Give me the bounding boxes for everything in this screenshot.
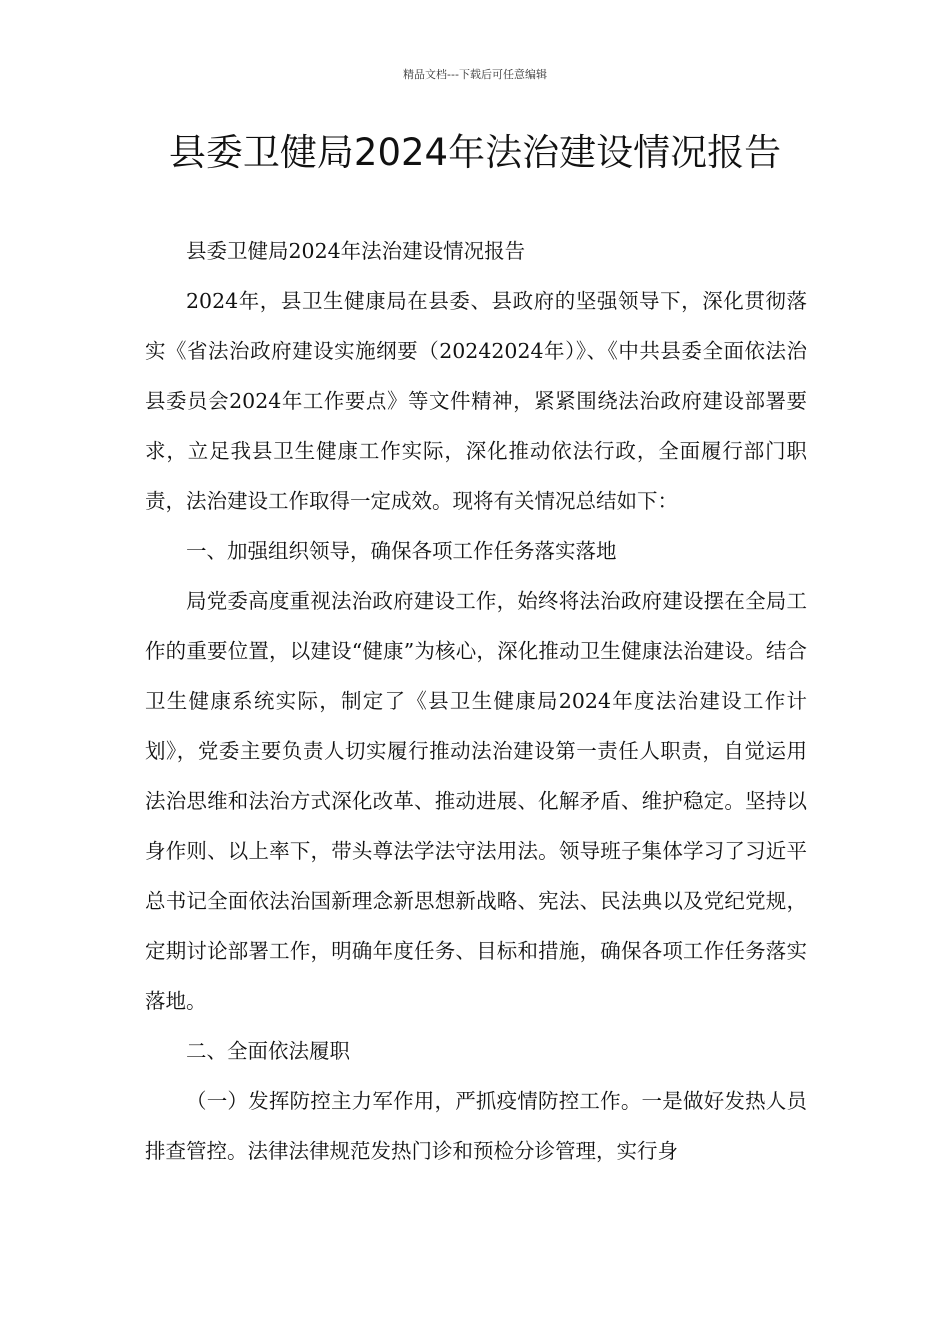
section-heading-2: 二、全面依法履职	[186, 1039, 350, 1063]
section-heading-1: 一、加强组织领导，确保各项工作任务落实落地	[186, 539, 617, 563]
paragraph-subtitle: 县委卫健局2024年法治建设情况报告	[186, 239, 526, 263]
paragraph-intro: 2024年，县卫生健康局在县委、县政府的坚强领导下，深化贯彻落实《省法治政府建设实施纲要（20242024年）》、《中共县委全面依法治县委员会2024年工作要点》等文件精神，紧紧围绕法治政府建设部署要求，立足我县卫生健康工作实际，深化推动依法行政，全面履行部门职责，法治建设工作取得一定成效。现将有关情况总结如下：	[145, 289, 807, 513]
header-note: 精品文档---下载后可任意编辑	[403, 68, 547, 81]
paragraph-section-1: 局党委高度重视法治政府建设工作，始终将法治政府建设摆在全局工作的重要位置，以建设“健康”为核心，深化推动卫生健康法治建设。结合卫生健康系统实际，制定了《县卫生健康局2024年度法治建设工作计划》，党委主要负责人切实履行推动法治建设第一责任人职责，自觉运用法治思维和法治方式深化改革、推动进展、化解矛盾、维护稳定。坚持以身作则、以上率下，带头尊法学法守法用法。领导班子集体学习了习近平总书记全面依法治国新理念新思想新战略、宪法、民法典以及党纪党规，定期讨论部署工作，明确年度任务、目标和措施，确保各项工作任务落实落地。	[145, 589, 807, 1013]
paragraph-section-2-1: （一）发挥防控主力军作用，严抓疫情防控工作。一是做好发热人员排查管控。法律法律规范发热门诊和预检分诊管理，实行身	[145, 1089, 807, 1163]
document-body	[145, 226, 807, 1176]
document-title: 县委卫健局2024年法治建设情况报告	[168, 131, 782, 174]
